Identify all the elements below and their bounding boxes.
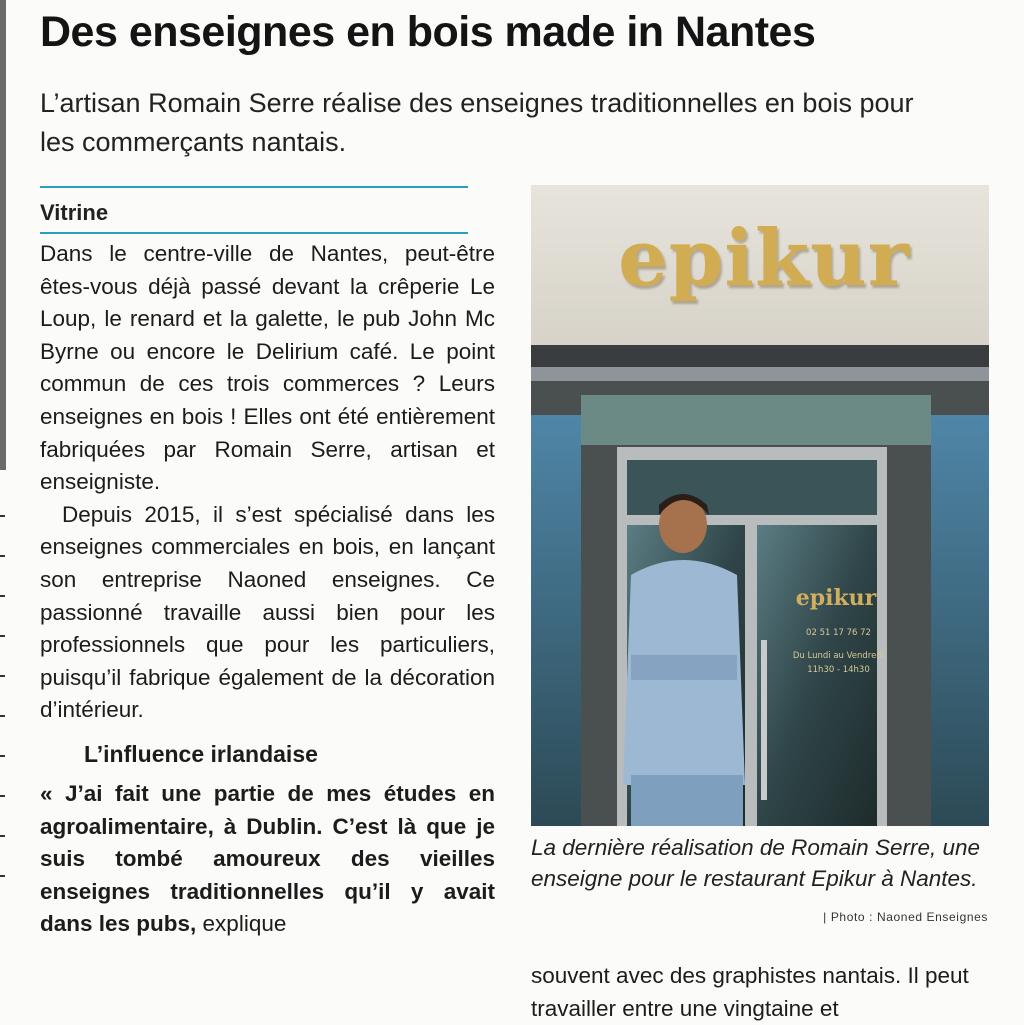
storefront-photo — [531, 185, 989, 826]
photo-credit: | Photo : Naoned Enseignes — [823, 910, 988, 924]
standfirst: L’artisan Romain Serre réalise des enseignes traditionnelles en bois pour les commerçants nantais. — [40, 88, 914, 157]
quote-text: « J’ai fait une partie de mes études en agroalimentaire, à Dublin. C’est là que je suis tombé amoureux des vieilles enseignes traditionnelles qu’il y avait dans les pubs, — [40, 780, 495, 937]
adjacent-column-marks — [0, 515, 8, 915]
door-logo-text: epikur — [795, 585, 877, 611]
caption-text: La dernière réalisation de Romain Serre, une enseigne pour le restaurant Epikur à Nantes. — [531, 835, 981, 891]
body-paragraph-2: Depuis 2015, il s’est spécialisé dans les enseignes commerciales en bois, en lançant son entreprise Naoned enseignes. Ce passionné travaille aussi bien pour les professionnels que pour les particuliers, puisqu’il fabrique également de la décoration d’intérieur. — [40, 501, 495, 723]
rubric-label: Vitrine — [40, 200, 109, 225]
restaurant-sign-text: epikur — [618, 213, 910, 304]
body-paragraph-1: Dans le centre-ville de Nantes, peut-être êtes-vous déjà passé devant la crêperie Le Loup, le renard et la galette, le pub John Mc Byrne ou encore le Delirium café. Le point commun de ces trois commerces ? Leurs enseignes en bois ! Elles ont été entièrement fabriquées par Romain Serre, artisan et enseigniste. — [40, 241, 495, 495]
door-hours-text: Du Lundi au Vendredi — [792, 651, 885, 661]
door-phone-text: 02 51 17 76 72 — [806, 628, 871, 638]
quote-paragraph — [40, 778, 495, 941]
rubric-bottom-rule — [40, 232, 468, 234]
quote-tail: explique — [196, 911, 287, 937]
article-column-left — [40, 238, 495, 941]
article-column-right — [531, 960, 989, 1025]
rubric-top-rule — [40, 186, 468, 188]
photo-caption — [531, 832, 989, 894]
right-column-text: souvent avec des graphistes nantais. Il peut travailler entre une vingtaine et — [531, 963, 969, 1021]
door-times-text: 11h30 - 14h30 — [807, 665, 870, 675]
adjacent-page-edge — [0, 0, 6, 470]
headline: Des enseignes en bois made in Nantes — [40, 8, 816, 56]
section-subhead: L’influence irlandaise — [84, 740, 318, 767]
